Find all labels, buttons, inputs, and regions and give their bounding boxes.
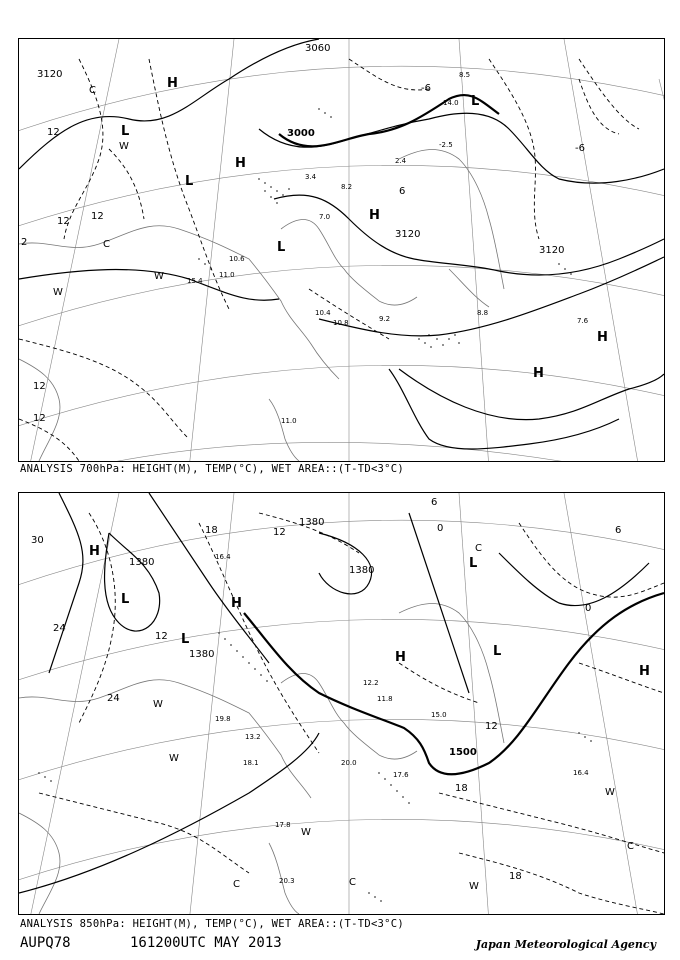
pressure-center: H (395, 650, 406, 665)
height-label: 3120 (539, 245, 565, 256)
temp-label: 12 (91, 211, 104, 222)
temp-label: 24 (107, 693, 120, 704)
station-value: 18.1 (243, 759, 259, 767)
temp-label: 12 (155, 631, 168, 642)
chart-code: AUPQ78 (20, 935, 71, 951)
height-label: 3000 (287, 128, 315, 139)
pressure-center: H (597, 330, 608, 345)
station-value: 11.0 (219, 271, 235, 279)
wet-area (38, 632, 592, 902)
cold-marker: C (103, 239, 110, 250)
temp-label: 12 (33, 381, 46, 392)
station-value: 17.8 (275, 821, 291, 829)
warm-marker: W (301, 827, 311, 838)
pressure-center: H (235, 156, 246, 171)
cold-marker: C (475, 543, 482, 554)
station-value: 16.4 (215, 553, 231, 561)
temp-label: 0 (585, 603, 592, 614)
station-value: 10.6 (229, 255, 245, 263)
pressure-center: L (277, 240, 286, 255)
station-value: 13.2 (245, 733, 261, 741)
station-value: 7.6 (577, 317, 589, 325)
pressure-center: L (471, 94, 480, 109)
map-700hpa-canvas (19, 39, 664, 461)
temp-label: 30 (31, 535, 44, 546)
station-value: 19.8 (215, 715, 231, 723)
agency-name: Japan Meteorological Agency (475, 938, 656, 951)
pressure-center: L (121, 592, 130, 607)
station-value: 8.2 (341, 183, 353, 191)
station-value: 2.4 (395, 157, 407, 165)
cold-marker: C (627, 841, 634, 852)
temp-label: 6 (431, 497, 438, 508)
height-label: 3120 (37, 69, 63, 80)
warm-marker: W (605, 787, 615, 798)
temp-label: 6 (399, 186, 406, 197)
station-value: 10.8 (333, 319, 349, 327)
temp-label: -6 (575, 143, 585, 154)
station-value: 16.4 (573, 769, 589, 777)
station-value: 10.4 (315, 309, 331, 317)
temp-label: 12 (485, 721, 498, 732)
map-850hpa-canvas (19, 493, 664, 914)
station-value: 20.0 (341, 759, 357, 767)
pressure-center: L (185, 174, 194, 189)
warm-marker: W (153, 699, 163, 710)
temp-label: 0 (437, 523, 444, 534)
pressure-center: H (533, 366, 544, 381)
warm-marker: W (53, 287, 63, 298)
warm-marker: W (119, 141, 129, 152)
warm-marker: W (154, 271, 164, 282)
cold-marker: C (349, 877, 356, 888)
temp-label: 12 (33, 413, 46, 424)
graticule-lon (29, 39, 664, 461)
map-700hpa (18, 38, 665, 462)
station-plots (215, 553, 592, 885)
station-value: 12.2 (363, 679, 379, 687)
pressure-center: H (89, 544, 100, 559)
pressure-center: H (639, 664, 650, 679)
analysis-time: 161200UTC MAY 2013 (130, 935, 282, 951)
station-plots (187, 71, 589, 425)
station-value: 8.5 (459, 71, 471, 79)
station-value: 15.4 (187, 277, 203, 285)
caption-700hpa: ANALYSIS 700hPa: HEIGHT(M), TEMP(°C), WET AREA::(T-TD<3°C) (20, 463, 405, 475)
cold-marker: C (233, 879, 240, 890)
temp-label: 18 (509, 871, 522, 882)
warm-marker: W (169, 753, 179, 764)
station-value: 9.2 (379, 315, 391, 323)
height-label: 1380 (349, 565, 375, 576)
coastline (19, 604, 504, 914)
temp-label: 18 (205, 525, 218, 536)
station-value: 17.6 (393, 771, 409, 779)
height-contours (19, 39, 664, 449)
temp-label: 12 (47, 127, 60, 138)
pressure-center: L (181, 632, 190, 647)
temp-label: -6 (421, 83, 431, 94)
pressure-center: L (469, 556, 478, 571)
pressure-center: H (167, 76, 178, 91)
height-label: 3060 (305, 43, 331, 54)
caption-850hpa: ANALYSIS 850hPa: HEIGHT(M), TEMP(°C), WET AREA::(T-TD<3°C) (20, 918, 405, 930)
temp-label: 12 (273, 527, 286, 538)
temp-label: 6 (615, 525, 622, 536)
temp-label: 2 (21, 237, 28, 248)
pressure-center: L (121, 124, 130, 139)
station-value: 11.8 (377, 695, 393, 703)
station-value: 11.0 (281, 417, 297, 425)
height-label: 3120 (395, 229, 421, 240)
temp-label: 18 (455, 783, 468, 794)
station-value: 15.0 (431, 711, 447, 719)
wet-area (198, 108, 572, 348)
cold-marker: C (89, 85, 96, 96)
station-value: 3.4 (305, 173, 317, 181)
height-label: 1380 (129, 557, 155, 568)
graticule-lon (29, 493, 639, 914)
station-value: 8.8 (477, 309, 489, 317)
temp-label: 24 (53, 623, 66, 634)
pressure-center: L (493, 644, 502, 659)
warm-marker: W (469, 881, 479, 892)
height-label: 1380 (189, 649, 215, 660)
station-value: 7.0 (319, 213, 331, 221)
graticule-lat (19, 66, 664, 461)
pressure-center: H (231, 596, 242, 611)
height-label: 1380 (299, 517, 325, 528)
station-value: 14.0 (443, 99, 459, 107)
height-label: 1500 (449, 747, 477, 758)
station-value: -2.5 (439, 141, 453, 149)
isotherms (19, 59, 639, 461)
pressure-center: H (369, 208, 380, 223)
map-850hpa (18, 492, 665, 915)
temp-label: 12 (57, 216, 70, 227)
station-value: 20.3 (279, 877, 295, 885)
coastline (19, 150, 504, 461)
